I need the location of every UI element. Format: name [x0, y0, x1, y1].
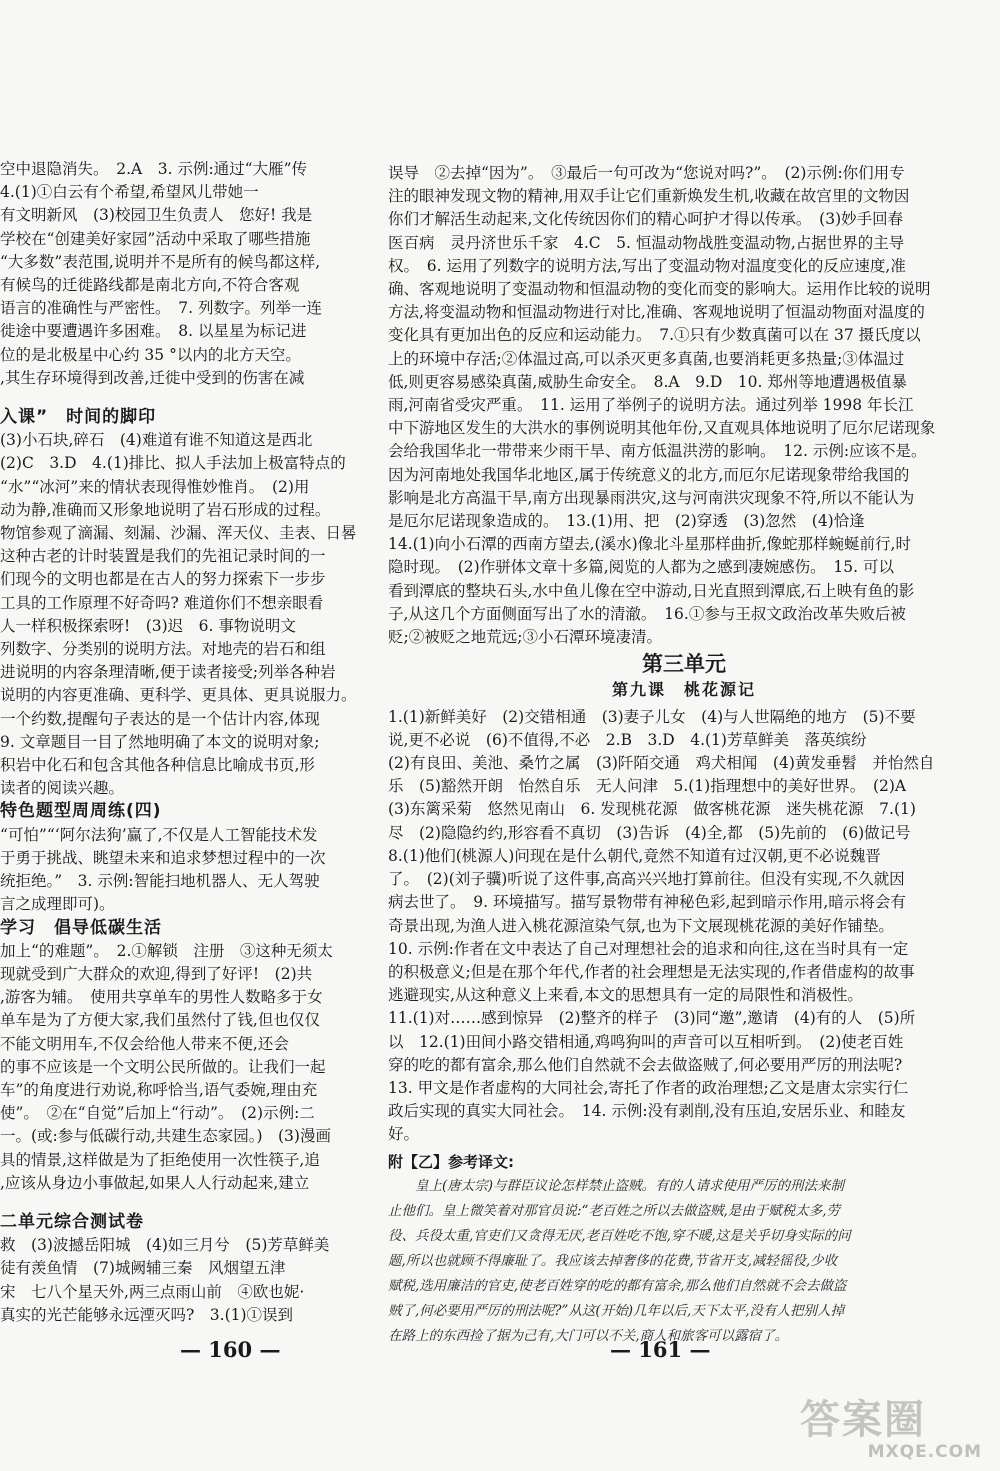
text-line: 进说明的内容条理清晰,便于读者接受;列举各种岩 — [0, 663, 336, 682]
text-line: 加上“的难题”。 2.①解锁 注册 ③这种无须太 — [0, 941, 333, 960]
text-line: 皇上(唐太宗)与群臣议论怎样禁止盗贼。有的人请求使用严厉的刑法来制 — [388, 1177, 845, 1194]
text-line: (3)东篱采菊 悠然见南山 6. 发现桃花源 做客桃花源 迷失桃花源 7.(1) — [388, 800, 916, 819]
text-line: 奇景出现,为渔人进入桃花源渲染气氛,也为下文展现桃花源的美好作铺垫。 — [388, 916, 894, 935]
left-lines-4 — [0, 940, 375, 1195]
text-line: 物馆参观了滴漏、刻漏、沙漏、浑天仪、圭表、日晷 — [0, 524, 357, 543]
right-lines-1 — [388, 162, 980, 649]
text-line: 语言的准确性与严密性。 7. 列数字。列举一连 — [0, 299, 322, 318]
text-line: 车”的角度进行劝说,称呼恰当,语气委婉,理由充 — [0, 1080, 318, 1099]
text-line: 一。(或:参与低碳行动,共建生态家园。) (3)漫画 — [0, 1127, 331, 1146]
text-line: 统拒绝。” 3. 示例:智能扫地机器人、无人驾驶 — [0, 872, 320, 891]
text-line: 列数字、分类别的说明方法。对地壳的岩石和组 — [0, 640, 326, 659]
text-line: 役、兵役太重,官吏们又贪得无厌,老百姓吃不饱,穿不暖,这是关乎切身实际的问 — [388, 1227, 851, 1244]
text-line: 好。 — [388, 1125, 420, 1144]
lesson-nine-title: 第九课 桃花源记 — [611, 680, 756, 700]
text-line: 空中退隐消失。 2.A 3. 示例:通过“大雁”传 — [0, 160, 308, 178]
text-line: 的积极意义;但是在那个年代,作者的社会理想是无法实现的,作者借虚构的故事 — [388, 962, 915, 981]
text-line: “可怕”“‘阿尔法狗’赢了,不仅是人工智能技术发 — [0, 825, 318, 844]
right-lines-2 — [388, 706, 980, 1147]
text-line: (2)有良田、美池、桑竹之属 (3)阡陌交通 鸡犬相闻 (4)黄发垂髫 并怡然自 — [388, 754, 935, 773]
text-line: 病去世了。 9. 环境描写。描写景物带有神秘色彩,起到暗示作用,暗示将会有 — [388, 893, 906, 912]
page-number-right: — 161 — — [610, 1337, 711, 1362]
text-line: 1.(1)新鲜美好 (2)交错相通 (3)妻子儿女 (4)与人世隔绝的地方 (5)不要 — [388, 707, 916, 726]
text-line: 具的情景,这样做是为了拒绝使用一次性筷子,追 — [0, 1150, 320, 1169]
text-line: 子,从这几个方面侧面写出了水的清澈。 16.①参与王叔文政治改革失败后被 — [388, 604, 906, 623]
low-carbon-heading: 学习 倡导低碳生活 — [0, 917, 162, 938]
text-line: 在路上的东西捡了据为己有,大门可以不关,商人和旅客可以露宿了。 — [388, 1327, 789, 1344]
text-line: 贼了,何必要用严厉的刑法呢?”从这(开始)几年以后,天下太平,没有人把别人掉 — [388, 1302, 845, 1319]
text-line: 言之成理即可)。 — [0, 895, 115, 914]
text-line: 单车是为了方便大家,我们虽然付了钱,但也仅仅 — [0, 1011, 320, 1030]
text-line: 一个约数,提醒句子表达的是一个估计内容,体现 — [0, 709, 320, 728]
text-line: 止他们。皇上微笑着对那官员说:“老百姓之所以去做盗贼,是由于赋税太多,劳 — [388, 1202, 841, 1219]
text-line: 说,更不必说 (6)不值得,不必 2.B 3.D 4.(1)芳草鲜美 落英缤纷 — [388, 730, 867, 749]
text-line: “水”“冰河”来的情状表现得惟妙惟肖。 (2)用 — [0, 477, 310, 496]
page-number-left: — 160 — — [180, 1337, 281, 1362]
text-line: 10. 示例:作者在文中表达了自己对理想社会的追求和向往,这在当时具有一定 — [388, 939, 909, 958]
text-line: 中下游地区发生的大洪水的事例说明其他年份,又直观具体地说明了厄尔尼诺现象 — [388, 419, 936, 438]
text-line: 动为静,准确而又形象地说明了岩石形成的过程。 — [0, 500, 331, 519]
lesson-heading-time-footprint: 入课” 时间的脚印 — [0, 407, 157, 428]
text-line: (2)C 3.D 4.(1)排比、拟人手法加上极富特点的 — [0, 454, 346, 473]
translation-heading: 附【乙】参考译文: — [388, 1152, 514, 1171]
text-line: 影响是北方高温干旱,南方出现暴雨洪灾,这与河南洪灾现象不符,所以不能认为 — [388, 488, 915, 507]
text-line: 读者的阅读兴趣。 — [0, 779, 125, 798]
left-lines-5 — [0, 1234, 375, 1327]
text-line: 方法,将变温动物和恒温动物进行对比,准确、客观地说明了恒温动物面对温度的 — [388, 303, 925, 322]
text-line: 们现今的文明也都是在古人的努力探索下一步步 — [0, 570, 326, 589]
text-line: 因为河南地处我国华北地区,属于传统意义的北方,而厄尔尼诺现象带给我国的 — [388, 465, 910, 484]
text-line: 的事不应该是一个文明公民所做的。让我们一起 — [0, 1057, 326, 1076]
text-line: 说明的内容更准确、更科学、更具体、更具说服力。 — [0, 686, 357, 705]
text-line: 题,所以也就顾不得廉耻了。我应该去掉奢侈的花费,节省开支,减轻徭役,少收 — [388, 1252, 838, 1269]
left-page-column — [0, 0, 375, 1327]
text-line: 上的环境中存活;②体温过高,可以杀灭更多真菌,也要消耗更多热量;③体温过 — [388, 349, 905, 368]
text-line: 雨,河南省受灾严重。 11. 运用了举例子的说明方法。通过列举 1998 年长江 — [388, 396, 914, 415]
text-line: 14.(1)向小石潭的西南方望去,(溪水)像北斗星那样曲折,像蛇那样蜿蜒前行,时 — [388, 535, 911, 554]
text-line: 贬;②被贬之地荒远;③小石潭环境凄清。 — [388, 628, 662, 647]
text-line: 会给我国华北一带带来少雨干旱、南方低温洪涝的影响。 12. 示例:应该不是。 — [388, 442, 927, 461]
text-line: 有候鸟的迁徙路线都是南北方向,不符合客观 — [0, 276, 300, 295]
text-line: 使”。 ②在“自觉”后加上“行动”。 (2)示例:二 — [0, 1104, 315, 1123]
text-line: 确、客观地说明了变温动物和恒温动物的变化而变的影响大。运用作比较的说明 — [388, 280, 931, 299]
text-line: 隐时现。 (2)作骈体文章十多篇,阅览的人都为之感到凄婉感伤。 15. 可以 — [388, 558, 894, 577]
text-line: “大多数”表范围,说明并不是所有的候鸟都这样, — [0, 252, 321, 271]
text-line: 11.(1)对……感到惊异 (2)整齐的样子 (3)同“邀”,邀请 (4)有的人 (5)所 — [388, 1009, 916, 1028]
text-line: 不能文明用车,不仅会给他人带来不便,还会 — [0, 1034, 289, 1053]
text-line: 宋 七八个星天外,两三点雨山前 ④欧也妮· — [0, 1282, 305, 1301]
text-line: 真实的光芒能够永远湮灭吗? 3.(1)①误到 — [0, 1305, 294, 1324]
text-line: ,应该从身边小事做起,如果人人行动起来,建立 — [0, 1173, 310, 1192]
text-line: 13. 甲文是作者虚构的大同社会,寄托了作者的政治理想;乙文是唐太宗实行仁 — [388, 1078, 909, 1097]
text-line: 注的眼神发现文物的精神,用双手让它们重新焕发生机,收藏在故宫里的文物因 — [388, 187, 910, 206]
text-line: 现就受到广大群众的欢迎,得到了好评! (2)共 — [0, 964, 313, 983]
right-page-column — [388, 0, 980, 1349]
text-line: (3)小石块,碎石 (4)难道有谁不知道这是西北 — [0, 431, 313, 450]
text-line: 政后实现的真实大同社会。 14. 示例:没有剥削,没有压迫,安居乐业、和睦友 — [388, 1102, 906, 1121]
weekly-practice-heading: 特色题型周周练(四) — [0, 801, 162, 822]
text-line: 徙途中要遭遇许多困难。 8. 以星星为标记进 — [0, 322, 307, 341]
text-line: 工具的工作原理不好奇吗? 难道你们不想亲眼看 — [0, 593, 324, 612]
unit-three-title: 第三单元 — [642, 652, 726, 677]
text-line: 医百病 灵丹济世乐千家 4.C 5. 恒温动物战胜变温动物,占据世界的主导 — [388, 233, 905, 252]
text-line: 9. 文章题目一目了然地明确了本文的说明对象; — [0, 732, 320, 751]
text-line: 误导 ②去掉“因为”。 ③最后一句可改为“您说对吗?”。 (2)示例:你们用专 — [388, 164, 905, 182]
text-line: 了。 (2)(刘子骥)听说了这件事,高高兴兴地打算前往。但没有实现,不久就因 — [388, 870, 905, 889]
unit-test-heading: 二单元综合测试卷 — [0, 1211, 144, 1232]
text-line: 救 (3)波撼岳阳城 (4)如三月兮 (5)芳草鲜美 — [0, 1236, 330, 1255]
left-lines-1 — [0, 158, 375, 390]
text-line: 变化具有更加出色的反应和运动能力。 7.①只有少数真菌可以在 37 摄氏度以 — [388, 326, 921, 345]
text-line: 看到潭底的整块石头,水中鱼儿像在空中游动,日光直照到潭底,石上映有鱼的影 — [388, 581, 915, 600]
translation-text — [388, 1174, 980, 1349]
text-line: 积岩中化石和包含其他各种信息比喻成书页,形 — [0, 756, 315, 775]
text-line: 逃避现实,从这种意义上来看,本文的思想具有一定的局限性和消极性。 — [388, 986, 863, 1005]
text-line: 乐 (5)豁然开朗 怡然自乐 无人问津 5.(1)指理想中的美好世界。 (2)A — [388, 777, 907, 796]
watermark — [800, 1398, 990, 1468]
text-line: 人一样积极探索呀! (3)迟 6. 事物说明文 — [0, 616, 296, 635]
text-line: 8.(1)他们(桃源人)问现在是什么朝代,竟然不知道有过汉朝,更不必说魏晋 — [388, 846, 881, 865]
text-line: ,游客为辅。 使用共享单车的男性人数略多于女 — [0, 988, 323, 1007]
text-line: ,其生存环境得到改善,迁徙中受到的伤害在减 — [0, 368, 305, 387]
text-line: 赋税,选用廉洁的官吏,使老百姓穿的吃的都有富余,那么他们自然就不会去做盗 — [388, 1277, 847, 1294]
text-line: 穿的吃的都有富余,那么他们自然就不会去做盗贼了,何必要用严厉的刑法呢? — [388, 1055, 903, 1074]
right-answer-block — [388, 0, 980, 1349]
watermark-url: MXQE.COM — [867, 1442, 982, 1462]
left-lines-3 — [0, 824, 375, 917]
text-line: 是厄尔尼诺现象造成的。 13.(1)用、把 (2)穿透 (3)忽然 (4)恰逢 — [388, 512, 865, 531]
text-line: 权。 6. 运用了列数字的说明方法,写出了变温动物对温度变化的反应速度,准 — [388, 256, 906, 275]
text-line: 有文明新风 (3)校园卫生负责人 您好! 我是 — [0, 206, 313, 225]
watermark-logo: 答案圈 — [800, 1397, 926, 1443]
text-line: 徒有羡鱼情 (7)城阙辅三秦 风烟望五津 — [0, 1259, 286, 1278]
text-line: 你们才解活生动起来,文化传统因你们的精心呵护才得以传承。 (3)妙手回春 — [388, 210, 904, 229]
left-lines-2 — [0, 429, 375, 800]
text-line: 于勇于挑战、眺望未来和追求梦想过程中的一次 — [0, 848, 326, 867]
text-line: 4.(1)①白云有个希望,希望风儿带她一 — [0, 183, 259, 202]
text-line: 以 12.(1)田间小路交错相通,鸡鸣狗叫的声音可以互相听到。 (2)使老百姓 — [388, 1032, 904, 1051]
text-line: 低,则更容易感染真菌,威胁生命安全。 8.A 9.D 10. 郑州等地遭遇极值暴 — [388, 372, 907, 391]
text-line: 尽 (2)隐隐约约,形容看不真切 (3)告诉 (4)全,都 (5)先前的 (6)做记号 — [388, 823, 911, 842]
text-line: 学校在“创建美好家园”活动中采取了哪些措施 — [0, 229, 311, 248]
left-answer-block — [0, 0, 375, 1327]
text-line: 这种古老的计时装置是我们的先祖记录时间的一 — [0, 547, 326, 566]
text-line: 位的是北极星中心约 35 °以内的北方天空。 — [0, 345, 301, 364]
